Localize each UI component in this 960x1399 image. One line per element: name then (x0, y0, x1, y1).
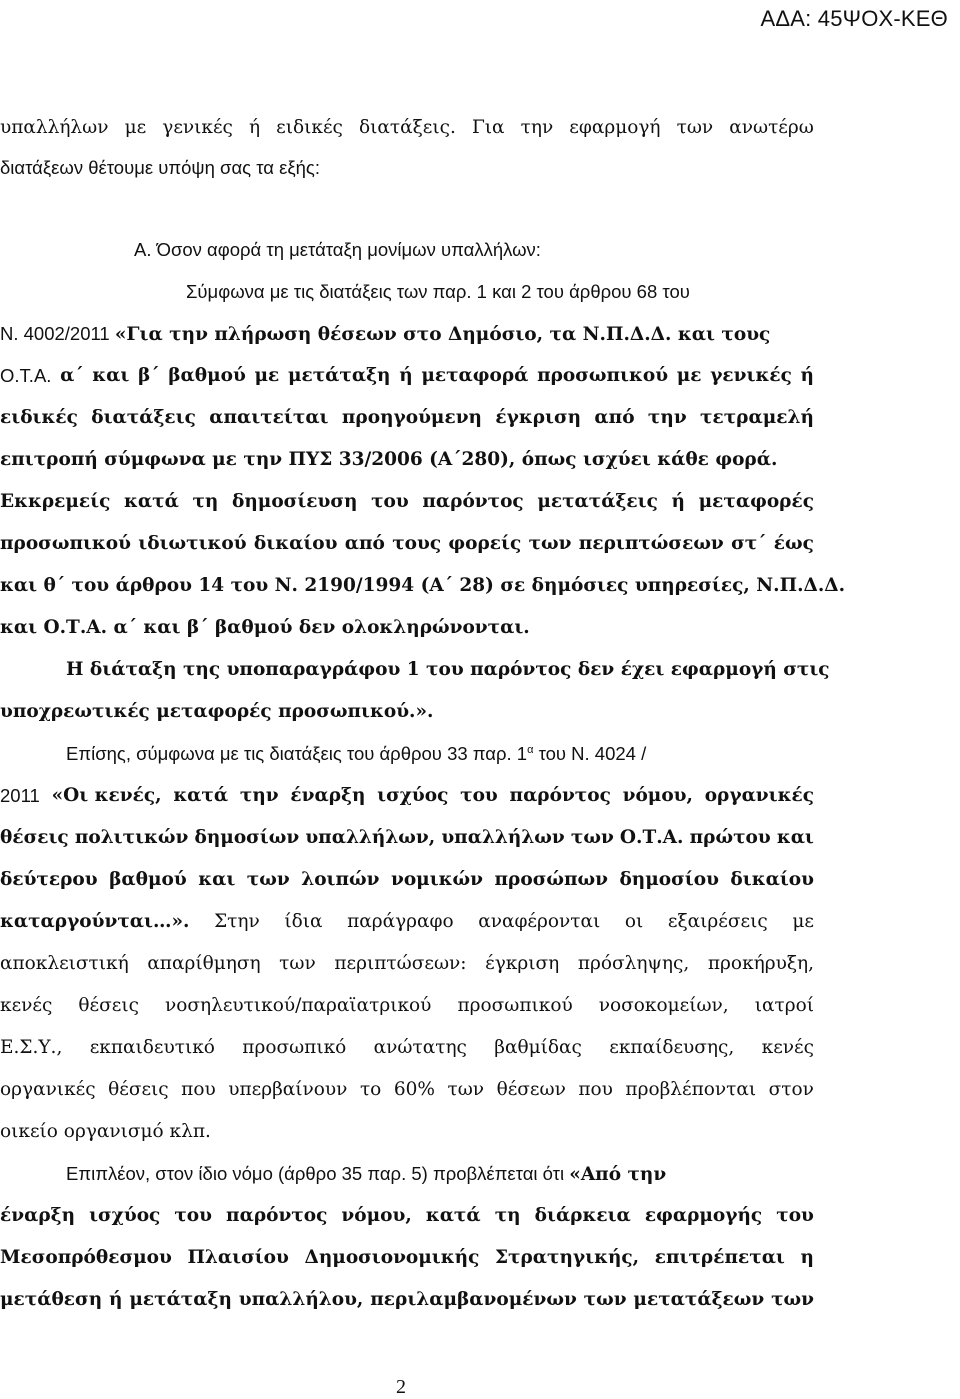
word: την (520, 117, 554, 138)
word: θέσεων (496, 1079, 566, 1100)
word: δημοσίων (194, 827, 300, 848)
word: οργανικές (0, 1079, 96, 1100)
text-line-25 (66, 1154, 666, 1194)
word: του (460, 785, 498, 806)
word: καταργούνται…». (0, 911, 190, 932)
word: μετάταξη (129, 1289, 232, 1310)
word: ανώτατης (373, 1037, 467, 1058)
text-line-19 (0, 902, 960, 942)
word: απαρίθμηση (147, 953, 261, 974)
word: του (371, 491, 409, 512)
word: ανωτέρω (729, 117, 814, 138)
word: προκήρυξη, (707, 953, 814, 974)
word: μεταφορές (698, 491, 814, 512)
word: επιτρέπεται (654, 1247, 785, 1268)
section-a-heading: Α. Όσον αφορά τη μετάταξη μονίμων υπαλλήλων: (134, 239, 541, 260)
word: μετάθεση (0, 1289, 103, 1310)
text-segment: του Ν. 4024 / (533, 743, 647, 764)
word: θέσεις (0, 827, 69, 848)
word: μετάταξη (287, 365, 391, 386)
word: πολιτικών (74, 827, 189, 848)
word: Μεσοπρόθεσμου (0, 1247, 172, 1268)
law-ref: Ν. 4002/2011 (0, 323, 115, 344)
word: των (570, 827, 614, 848)
word: τη (192, 491, 219, 512)
word: φορείς (448, 533, 522, 554)
word: ή (671, 491, 685, 512)
text-line-12: και Ο.Τ.Α. α΄ και β΄ βαθμού δεν ολοκληρώνονται. (0, 617, 530, 638)
text-line-11: και θ΄ του άρθρου 14 του Ν. 2190/1994 (Α΄ 28) σε δημόσιες υπηρεσίες, Ν.Π.Δ.Δ. (0, 575, 846, 596)
word: πρόσληψης, (577, 953, 690, 974)
law-title: «Για την πλήρωση θέσεων στο Δημόσιο, τα Ν.Π.Δ.Δ. και τους (114, 324, 771, 345)
word: έναρξη (290, 785, 366, 806)
text-line-10 (0, 524, 960, 564)
text-line-4: Σύμφωνα με τις διατάξεις των παρ. 1 και 2 του άρθρου 68 του (186, 281, 690, 302)
text-line-14: υποχρεωτικές μεταφορές προσωπικού.». (0, 701, 434, 722)
word: Πλαισίου (187, 1247, 289, 1268)
word: του (776, 1205, 814, 1226)
word: υπαλλήλων, (305, 827, 436, 848)
superscript: α (527, 743, 534, 756)
text-line-16 (0, 776, 960, 816)
word: και (92, 365, 130, 386)
text-line-5 (0, 314, 960, 354)
word: έγκριση (485, 953, 560, 974)
word: των (279, 953, 316, 974)
word: αποκλειστική (0, 953, 129, 974)
word: ή (109, 1289, 123, 1310)
word: προηγούμενη (341, 407, 482, 428)
word: των (447, 1079, 485, 1100)
word: ιατροί (754, 995, 814, 1016)
word: α΄ (60, 365, 84, 386)
word: μετατάξεις (537, 491, 658, 512)
word: την (647, 407, 687, 428)
word: εκπαιδευτικό (89, 1037, 215, 1058)
word: παρόντος (422, 491, 524, 512)
word: κατά (124, 491, 179, 512)
text-line-22 (0, 1028, 960, 1068)
word: Δημοσιονομικής (304, 1247, 480, 1268)
word: 60% (393, 1079, 435, 1100)
word: προσωπικό (242, 1037, 347, 1058)
word: η (800, 1247, 814, 1268)
text-line-21 (0, 986, 960, 1026)
text-line-26 (0, 1196, 960, 1236)
word: περιπτώσεων (578, 533, 724, 554)
text-line-24: οικείο οργανισμό κλπ. (0, 1121, 211, 1142)
word: ειδικές (0, 407, 78, 428)
ada-code: ΑΔΑ: 45ΨΟΧ-ΚΕΘ (760, 6, 948, 31)
word: παρόντος (226, 1205, 328, 1226)
word: έναρξη (0, 1205, 76, 1226)
text-line-2: διατάξεων θέτουμε υπόψη σας τα εξής: (0, 157, 320, 178)
word: περιλαμβανομένων (370, 1289, 577, 1310)
word: ισχύος (89, 1205, 161, 1226)
word: νοσηλευτικού/παραϊατρικού (165, 995, 432, 1016)
text-line-17 (0, 818, 960, 858)
word: υπαλλήλων (0, 117, 109, 138)
text-segment: Επίσης, σύμφωνα με τις διατάξεις του άρθρου 33 παρ. 1 (66, 743, 528, 764)
word: από (594, 407, 635, 428)
word: Στρατηγικής, (494, 1247, 640, 1268)
word: των (676, 117, 714, 138)
page-number: 2 (396, 1376, 406, 1398)
word: 2011 (0, 785, 40, 806)
word: β΄ (138, 365, 160, 386)
word: νοσοκομείων, (598, 995, 729, 1016)
word: του (174, 1205, 212, 1226)
word: των (246, 869, 290, 890)
word: Για (471, 117, 505, 138)
word: εξαιρέσεις (667, 911, 768, 932)
word: ίδια (284, 911, 323, 932)
word: προσωπικού (0, 533, 131, 554)
word: βαθμού (109, 869, 187, 890)
text-segment-bold: «Από την (569, 1164, 667, 1185)
word: με (254, 365, 280, 386)
word: περιπτώσεων: (334, 953, 467, 974)
word: νόμου, (341, 1205, 412, 1226)
word: λοιπών (301, 869, 380, 890)
text-line-28 (0, 1280, 960, 1320)
word: διάρκεια (534, 1205, 631, 1226)
word: υπαλλήλων (441, 827, 565, 848)
word: στ΄ (731, 533, 767, 554)
text-line-1 (0, 108, 960, 148)
word: ή (399, 365, 413, 386)
word: νόμου, (622, 785, 693, 806)
word: κενές (761, 1037, 814, 1058)
word: Ο.Τ.Α. (619, 827, 684, 848)
word: «Οι κενές, (51, 785, 162, 806)
word: ή (800, 365, 814, 386)
word: διατάξεις. (359, 117, 456, 138)
word: τη (494, 1205, 521, 1226)
word: εφαρμογή (569, 117, 661, 138)
word: υπαλλήλου, (238, 1289, 364, 1310)
word: Στην (214, 911, 260, 932)
word: θέσεις (78, 995, 139, 1016)
word: των (771, 1289, 814, 1310)
word: νομικών (391, 869, 483, 890)
word: Ο.Τ.Α. (0, 365, 52, 386)
word: βαθμίδας (494, 1037, 582, 1058)
word: γενικές (710, 365, 792, 386)
word: μεταφορά (421, 365, 529, 386)
word: ειδικές (276, 117, 343, 138)
word: δημοσίου (619, 869, 719, 890)
text-line-23 (0, 1070, 960, 1110)
word: παράγραφο (347, 911, 454, 932)
text-line-8: επιτροπή σύμφωνα με την ΠΥΣ 33/2006 (Α΄280), όπως ισχύει κάθε φορά. (0, 449, 778, 470)
word: οι (624, 911, 644, 932)
word: τους (392, 533, 442, 554)
text-line-18 (0, 860, 960, 900)
word: πρώτου (689, 827, 771, 848)
text-segment: Επιπλέον, στον ίδιο νόμο (άρθρο 35 παρ. 5) προβλέπεται ότι (66, 1163, 570, 1184)
word: που (181, 1079, 216, 1100)
text-line-7 (0, 398, 960, 438)
word: κατά (425, 1205, 481, 1226)
word: ισχύος (377, 785, 449, 806)
word: οργανικές (704, 785, 814, 806)
word: από (344, 533, 385, 554)
word: έγκριση (495, 407, 582, 428)
word: στον (768, 1079, 814, 1100)
word: το (359, 1079, 382, 1100)
word: ιδιωτικού (138, 533, 247, 554)
text-line-6 (0, 356, 960, 396)
text-line-9 (0, 482, 960, 522)
word: και (198, 869, 236, 890)
word: με (792, 911, 814, 932)
word: προσωπικού (457, 995, 573, 1016)
word: βαθμού (168, 365, 246, 386)
word: παρόντος (509, 785, 611, 806)
word: κατά (173, 785, 229, 806)
text-line-15 (66, 734, 646, 774)
word: με (676, 365, 702, 386)
word: προσώπων (494, 869, 608, 890)
word: που (578, 1079, 613, 1100)
word: Εκκρεμείς (0, 491, 111, 512)
word: με (124, 117, 147, 138)
word: αναφέρονται (478, 911, 601, 932)
word: διατάξεις (91, 407, 196, 428)
word: δικαίου (730, 869, 814, 890)
word: τετραμελή (700, 407, 814, 428)
text-line-13: Η διάταξη της υποπαραγράφου 1 του παρόντος δεν έχει εφαρμογή στις (66, 659, 830, 680)
text-line-27 (0, 1238, 960, 1278)
word: την (239, 785, 279, 806)
word: απαιτείται (209, 407, 329, 428)
word: των (583, 1289, 627, 1310)
word: δημοσίευση (232, 491, 358, 512)
word: δεύτερου (0, 869, 98, 890)
word: υπερβαίνουν (228, 1079, 348, 1100)
word: κενές (0, 995, 53, 1016)
word: προσωπικού (537, 365, 669, 386)
word: και (776, 827, 814, 848)
word: γενικές (162, 117, 233, 138)
word: δικαίου (253, 533, 338, 554)
word: έως (773, 533, 814, 554)
word: Ε.Σ.Υ., (0, 1037, 63, 1058)
word: εκπαίδευσης, (609, 1037, 735, 1058)
word: προβλέπονται (625, 1079, 757, 1100)
word: εφαρμογής (644, 1205, 763, 1226)
word: των (528, 533, 572, 554)
word: θέσεις (108, 1079, 169, 1100)
text-line-20 (0, 944, 960, 984)
word: μετατάξεων (633, 1289, 765, 1310)
word: ή (249, 117, 261, 138)
